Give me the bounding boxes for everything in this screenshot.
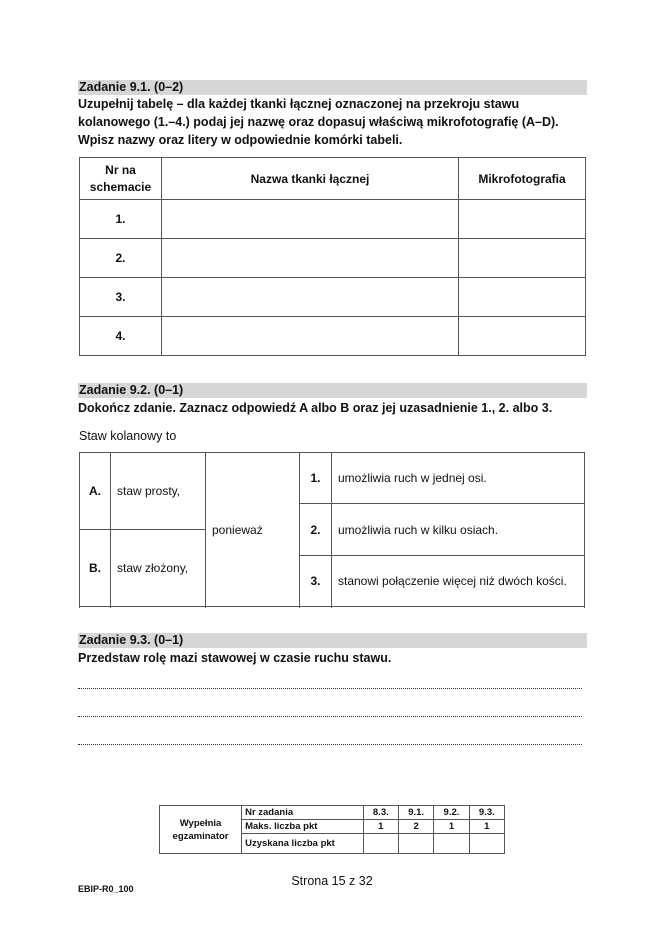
exam-code: EBIP-R0_100: [78, 884, 134, 894]
page-number: Strona 15 z 32: [291, 874, 373, 888]
row-number: 2.: [80, 239, 162, 278]
instruction-line: kolanowego (1.–4.) podaj jej nazwę oraz dopasuj właściwą mikrofotografię (A–D).: [78, 115, 559, 129]
got-points-cell[interactable]: [363, 834, 398, 854]
max-points: 1: [363, 820, 398, 834]
examiner-label-line1: Wypełnia: [179, 817, 222, 829]
row-label-got: Uzyskana liczba pkt: [242, 834, 364, 854]
task-9-2-instruction: Dokończ zdanie. Zaznacz odpowiedź A albo B oraz jej uzasadnienie 1., 2. albo 3.: [78, 401, 553, 415]
task-9-1-table: [79, 157, 586, 356]
reason-1-num[interactable]: 1.: [300, 453, 332, 504]
col-header-nr-line1: Nr na: [105, 162, 136, 177]
answer-cell-name[interactable]: [162, 278, 459, 317]
answer-cell-name[interactable]: [162, 317, 459, 356]
task-9-3-instruction: Przedstaw rolę mazi stawowej w czasie ruchu stawu.: [78, 651, 392, 665]
answer-cell-photo[interactable]: [459, 239, 586, 278]
task-9-2-header: Zadanie 9.2. (0–1): [78, 383, 587, 398]
got-points-cell[interactable]: [398, 834, 433, 854]
col-header-nr-line2: schemacie: [89, 179, 152, 194]
row-label-max: Maks. liczba pkt: [242, 820, 364, 834]
answer-line[interactable]: [78, 714, 582, 717]
col-header-name: Nazwa tkanki łącznej: [162, 158, 459, 200]
task-9-1-instruction: [78, 95, 598, 149]
answer-line[interactable]: [78, 742, 582, 745]
col-header-nr: [80, 158, 162, 200]
reason-3-num[interactable]: 3.: [300, 556, 332, 607]
examiner-label-line2: egzaminator: [172, 830, 229, 842]
got-points-cell[interactable]: [469, 834, 504, 854]
answer-line[interactable]: [78, 686, 582, 689]
instruction-line: Uzupełnij tabelę – dla każdej tkanki łącznej oznaczonej na przekroju stawu: [78, 97, 520, 111]
instruction-line: Wpisz nazwy oraz litery w odpowiednie komórki tabeli.: [78, 133, 403, 147]
task-number: 9.3.: [469, 806, 504, 820]
connector: ponieważ: [206, 453, 300, 607]
max-points: 1: [469, 820, 504, 834]
row-number: 1.: [80, 200, 162, 239]
row-number: 4.: [80, 317, 162, 356]
answer-cell-photo[interactable]: [459, 317, 586, 356]
max-points: 1: [434, 820, 469, 834]
row-number: 3.: [80, 278, 162, 317]
option-a-text[interactable]: staw prosty,: [111, 453, 206, 530]
row-label-task: Nr zadania: [242, 806, 364, 820]
reason-3-text[interactable]: stanowi połączenie więcej niż dwóch kości.: [332, 556, 585, 607]
task-number: 9.2.: [434, 806, 469, 820]
option-a-letter[interactable]: A.: [80, 453, 111, 530]
task-9-3-header: Zadanie 9.3. (0–1): [78, 633, 587, 648]
answer-cell-photo[interactable]: [459, 278, 586, 317]
option-b-letter[interactable]: B.: [80, 530, 111, 607]
examiner-label: [160, 806, 242, 854]
option-b-text[interactable]: staw złożony,: [111, 530, 206, 607]
answer-cell-name[interactable]: [162, 239, 459, 278]
answer-cell-photo[interactable]: [459, 200, 586, 239]
reason-2-num[interactable]: 2.: [300, 504, 332, 556]
col-header-photo: Mikrofotografia: [459, 158, 586, 200]
task-9-2-table: [79, 452, 585, 607]
task-9-2-stem: Staw kolanowy to: [79, 429, 177, 443]
reason-2-text[interactable]: umożliwia ruch w kilku osiach.: [332, 504, 585, 556]
task-9-1-header: Zadanie 9.1. (0–2): [78, 80, 587, 95]
max-points: 2: [398, 820, 433, 834]
score-table: [159, 805, 505, 854]
reason-1-text[interactable]: umożliwia ruch w jednej osi.: [332, 453, 585, 504]
task-number: 9.1.: [398, 806, 433, 820]
task-number: 8.3.: [363, 806, 398, 820]
answer-cell-name[interactable]: [162, 200, 459, 239]
got-points-cell[interactable]: [434, 834, 469, 854]
